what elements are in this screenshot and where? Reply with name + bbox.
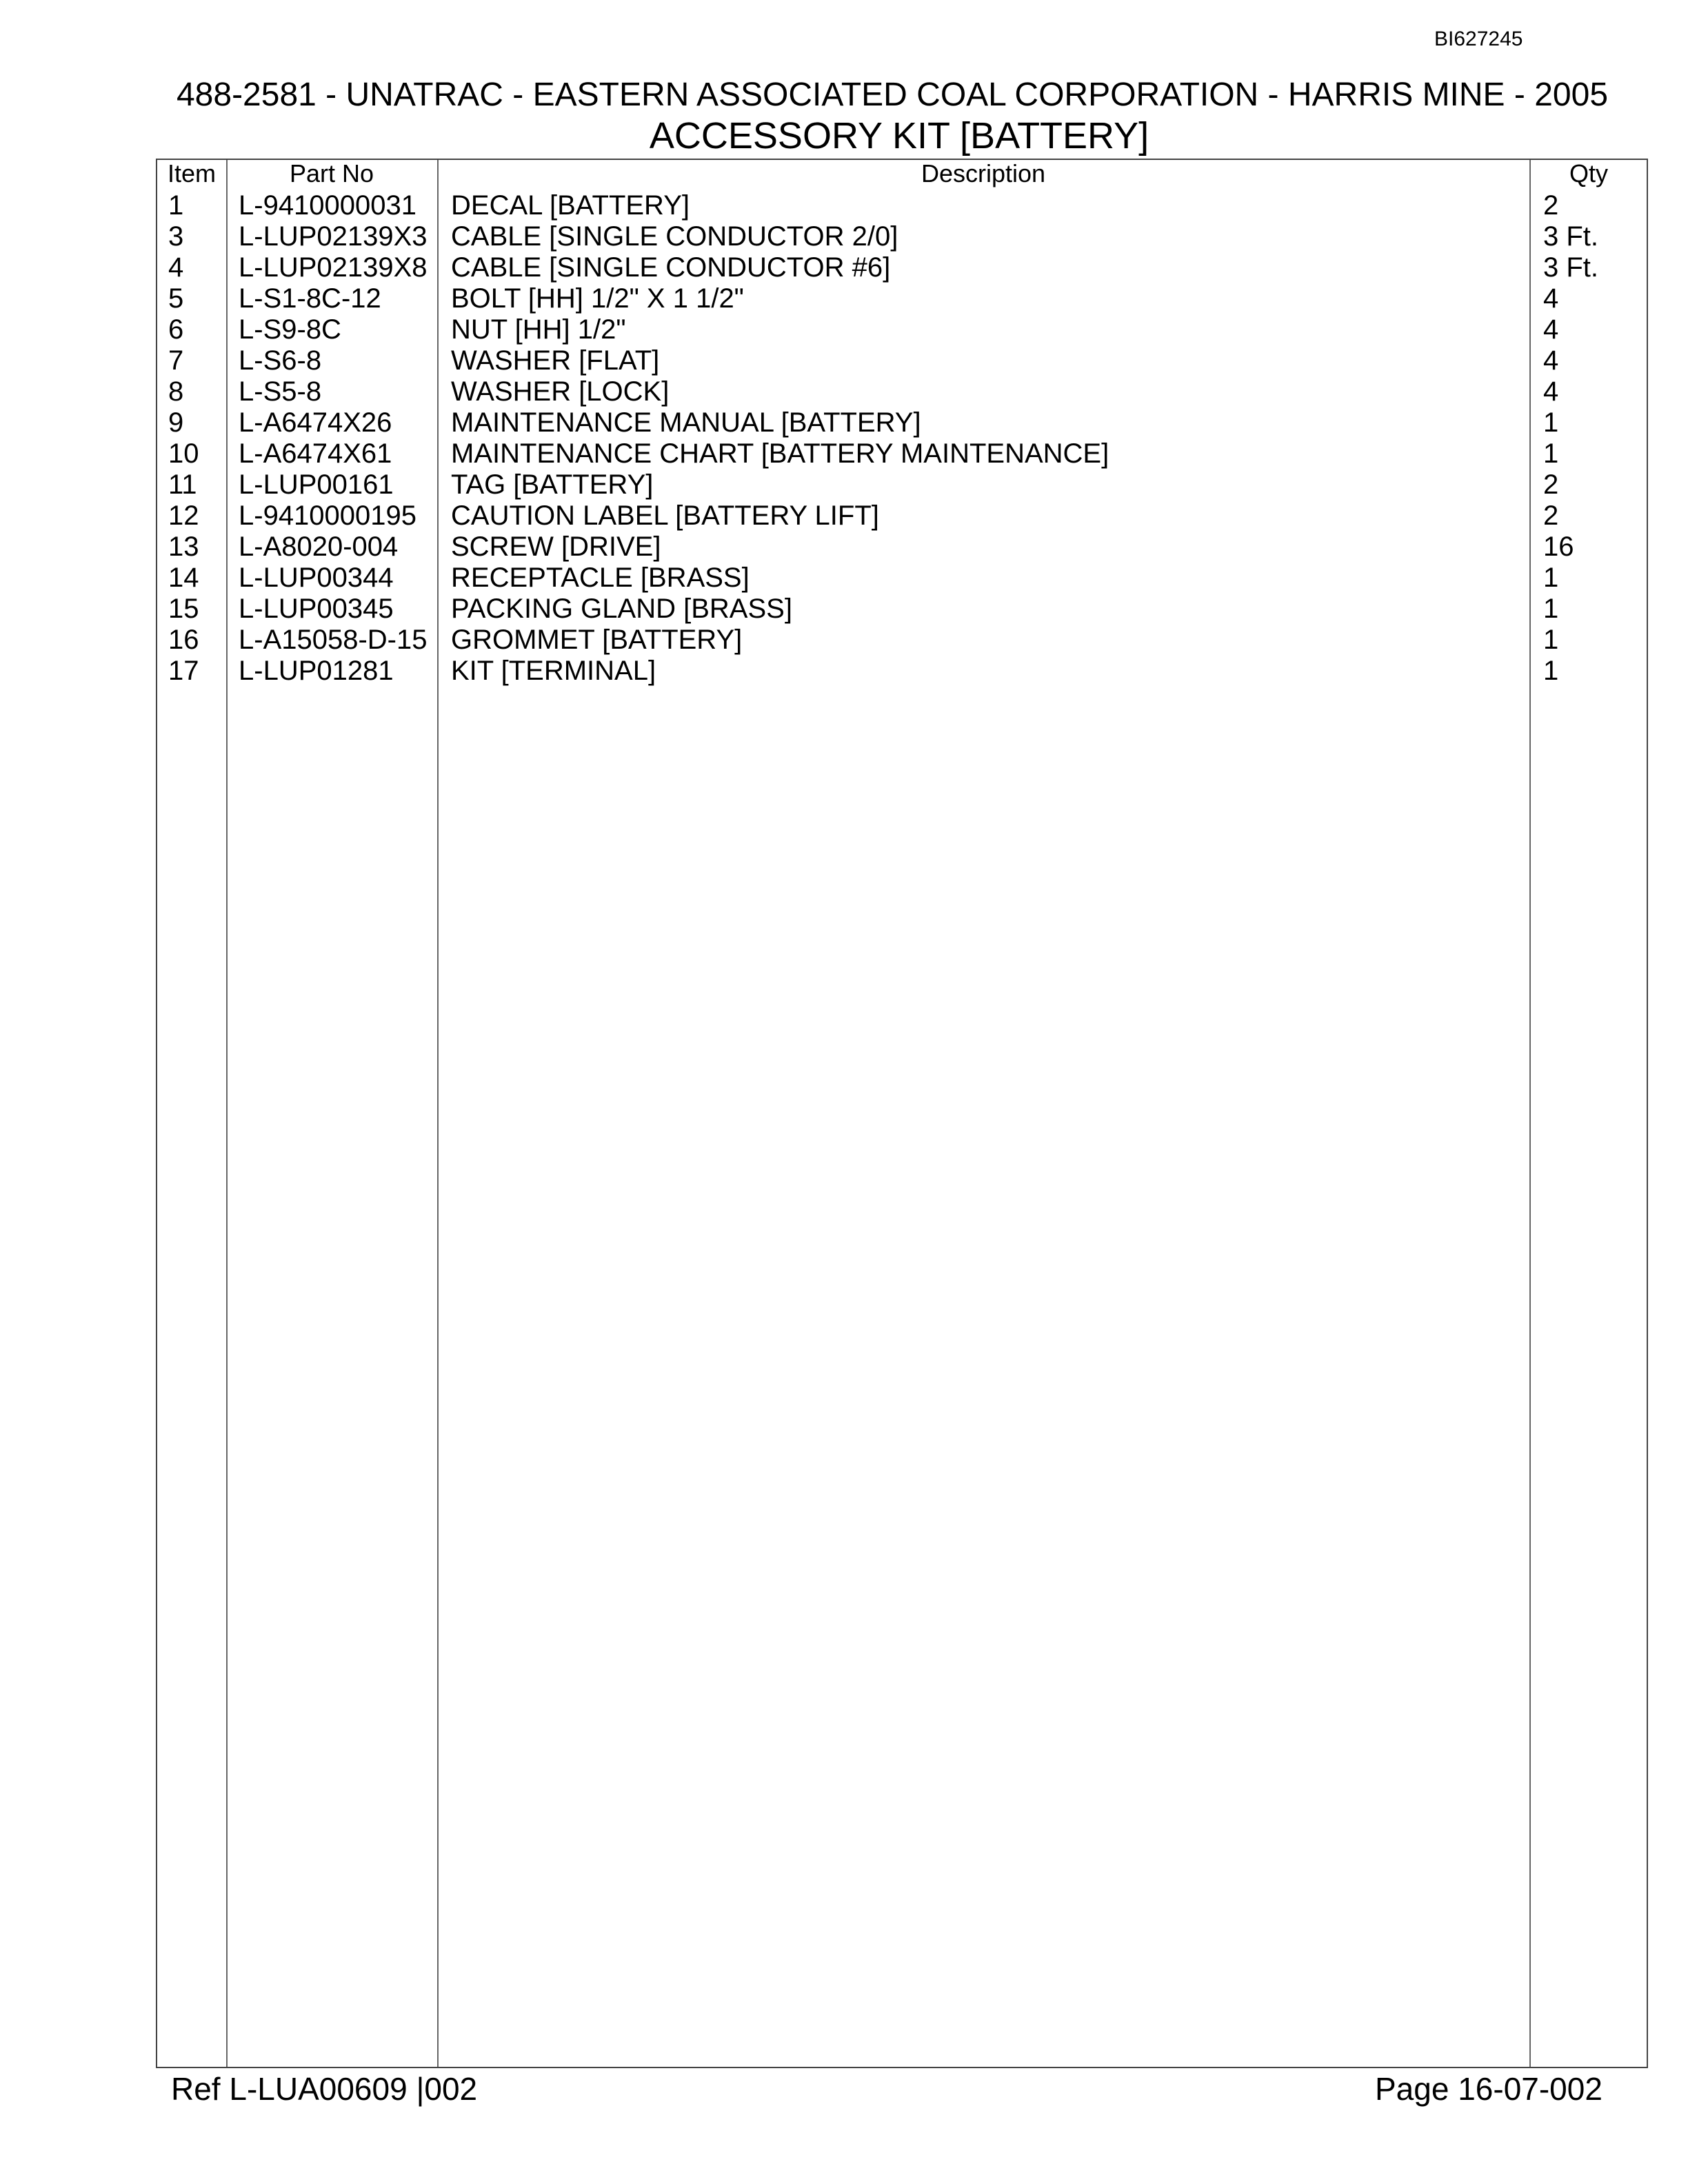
part-qty: 2 bbox=[1543, 501, 1559, 531]
item-number: 17 bbox=[168, 656, 199, 686]
item-number: 15 bbox=[168, 594, 199, 624]
part-description: GROMMET [BATTERY] bbox=[451, 625, 743, 655]
part-description: MAINTENANCE MANUAL [BATTERY] bbox=[451, 407, 921, 438]
item-number: 4 bbox=[168, 252, 184, 283]
part-description: BOLT [HH] 1/2" X 1 1/2" bbox=[451, 283, 744, 314]
item-number: 1 bbox=[168, 190, 184, 221]
part-number: L-S5-8 bbox=[239, 376, 322, 407]
part-qty: 3 Ft. bbox=[1543, 252, 1599, 283]
part-number: L-LUP02139X8 bbox=[239, 252, 428, 283]
part-number: L-LUP00161 bbox=[239, 469, 394, 500]
part-qty: 4 bbox=[1543, 283, 1559, 314]
part-qty: 1 bbox=[1543, 407, 1559, 438]
part-number: L-LUP02139X3 bbox=[239, 221, 428, 252]
table-row bbox=[157, 252, 1647, 283]
part-description: KIT [TERMINAL] bbox=[451, 656, 656, 686]
part-qty: 1 bbox=[1543, 563, 1559, 593]
table-row bbox=[157, 283, 1647, 314]
table-row bbox=[157, 190, 1647, 221]
table-row bbox=[157, 314, 1647, 345]
part-qty: 1 bbox=[1543, 594, 1559, 624]
table-body bbox=[157, 190, 1647, 687]
part-number: L-A15058-D-15 bbox=[239, 625, 428, 655]
part-number: L-LUP00344 bbox=[239, 563, 394, 593]
part-number: L-LUP00345 bbox=[239, 594, 394, 624]
item-number: 9 bbox=[168, 407, 184, 438]
part-qty: 2 bbox=[1543, 469, 1559, 500]
table-row bbox=[157, 438, 1647, 469]
table-row bbox=[157, 532, 1647, 563]
footer-page: Page 16-07-002 bbox=[1375, 2071, 1602, 2107]
part-description: WASHER [FLAT] bbox=[451, 345, 660, 376]
part-number: L-A8020-004 bbox=[239, 532, 399, 562]
part-description: TAG [BATTERY] bbox=[451, 469, 654, 500]
part-description: PACKING GLAND [BRASS] bbox=[451, 594, 792, 624]
part-description: NUT [HH] 1/2" bbox=[451, 314, 626, 345]
part-qty: 4 bbox=[1543, 345, 1559, 376]
table-row bbox=[157, 594, 1647, 625]
document-id: BI627245 bbox=[1434, 28, 1523, 50]
table-row bbox=[157, 563, 1647, 594]
table-row bbox=[157, 501, 1647, 532]
page-title: 488-2581 - UNATRAC - EASTERN ASSOCIATED COAL CORPORATION - HARRIS MINE - 2005 bbox=[176, 77, 1609, 113]
header-item: Item bbox=[167, 159, 216, 188]
part-description: CABLE [SINGLE CONDUCTOR #6] bbox=[451, 252, 891, 283]
table-row bbox=[157, 376, 1647, 407]
part-qty: 3 Ft. bbox=[1543, 221, 1599, 252]
part-qty: 1 bbox=[1543, 438, 1559, 469]
part-description: SCREW [DRIVE] bbox=[451, 532, 661, 562]
part-description: RECEPTACLE [BRASS] bbox=[451, 563, 750, 593]
item-number: 7 bbox=[168, 345, 184, 376]
part-number: L-LUP01281 bbox=[239, 656, 394, 686]
part-number: L-A6474X61 bbox=[239, 438, 392, 469]
table-row bbox=[157, 656, 1647, 687]
footer-reference: Ref L-LUA00609 |002 bbox=[171, 2071, 478, 2107]
page-subtitle: ACCESSORY KIT [BATTERY] bbox=[649, 115, 1149, 156]
header-qty: Qty bbox=[1569, 159, 1608, 188]
part-qty: 1 bbox=[1543, 625, 1559, 655]
item-number: 3 bbox=[168, 221, 184, 252]
item-number: 16 bbox=[168, 625, 199, 655]
part-number: L-9410000195 bbox=[239, 501, 417, 531]
item-number: 5 bbox=[168, 283, 184, 314]
table-row bbox=[157, 407, 1647, 438]
part-qty: 1 bbox=[1543, 656, 1559, 686]
part-description: CAUTION LABEL [BATTERY LIFT] bbox=[451, 501, 879, 531]
item-number: 12 bbox=[168, 501, 199, 531]
table-row bbox=[157, 625, 1647, 656]
part-number: L-S6-8 bbox=[239, 345, 322, 376]
part-number: L-9410000031 bbox=[239, 190, 417, 221]
header-part-no: Part No bbox=[289, 159, 374, 188]
part-number: L-A6474X26 bbox=[239, 407, 392, 438]
part-number: L-S9-8C bbox=[239, 314, 341, 345]
part-qty: 4 bbox=[1543, 376, 1559, 407]
table-row bbox=[157, 469, 1647, 501]
part-qty: 16 bbox=[1543, 532, 1574, 562]
item-number: 10 bbox=[168, 438, 199, 469]
item-number: 6 bbox=[168, 314, 184, 345]
part-qty: 2 bbox=[1543, 190, 1559, 221]
parts-table bbox=[156, 159, 1648, 2068]
item-number: 11 bbox=[168, 469, 197, 500]
item-number: 14 bbox=[168, 563, 199, 593]
table-row bbox=[157, 221, 1647, 252]
part-qty: 4 bbox=[1543, 314, 1559, 345]
item-number: 8 bbox=[168, 376, 184, 407]
part-description: DECAL [BATTERY] bbox=[451, 190, 690, 221]
part-description: MAINTENANCE CHART [BATTERY MAINTENANCE] bbox=[451, 438, 1109, 469]
item-number: 13 bbox=[168, 532, 199, 562]
table-row bbox=[157, 345, 1647, 376]
part-description: CABLE [SINGLE CONDUCTOR 2/0] bbox=[451, 221, 898, 252]
part-number: L-S1-8C-12 bbox=[239, 283, 381, 314]
header-description: Description bbox=[921, 159, 1046, 188]
part-description: WASHER [LOCK] bbox=[451, 376, 670, 407]
